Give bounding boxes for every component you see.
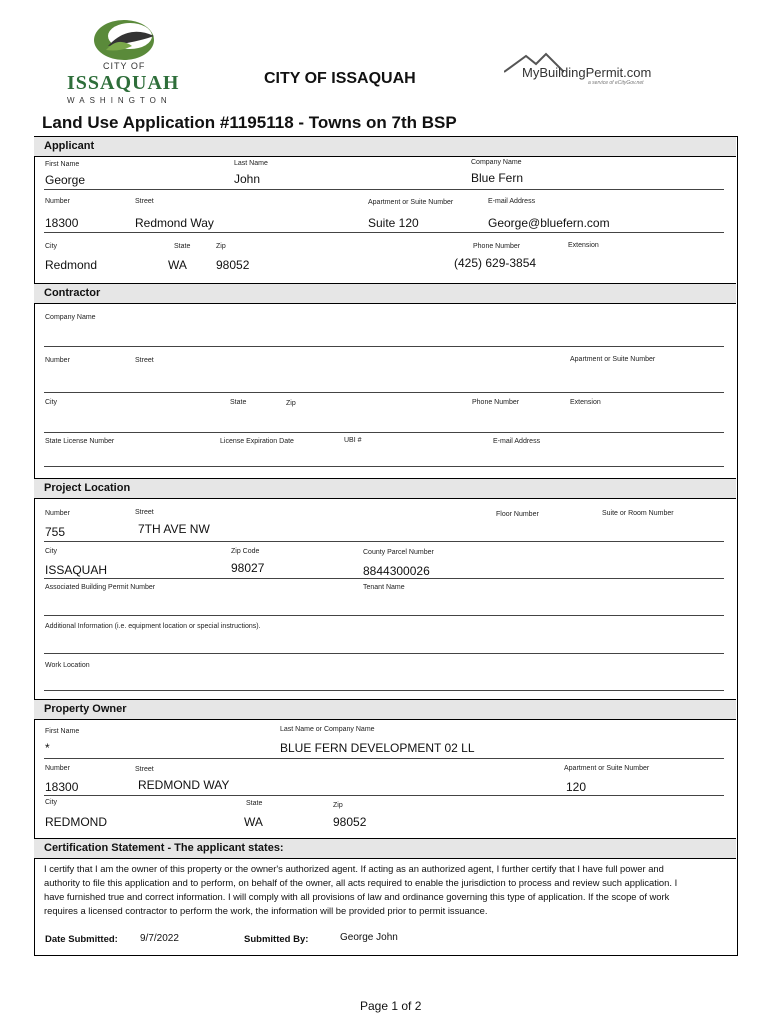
project-street[interactable]: 7TH AVE NW (138, 522, 210, 536)
label: E-mail Address (493, 438, 541, 445)
page-header-title: CITY OF ISSAQUAH (264, 70, 416, 87)
label: Zip (216, 243, 226, 250)
label: Extension (568, 242, 599, 249)
label: Street (135, 198, 154, 205)
owner-street[interactable]: REDMOND WAY (138, 778, 230, 792)
label: City (45, 399, 58, 406)
label: Phone Number (473, 243, 521, 250)
project-permit-input[interactable] (44, 615, 724, 616)
applicant-city[interactable]: Redmond (45, 258, 98, 272)
certification-line: I certify that I am the owner of this property or the owner's authorized agent. If acting as an authorized agent, I further certify that I have full power and (44, 863, 664, 874)
label: First Name (45, 161, 80, 168)
label: State (174, 243, 191, 250)
section-certification (34, 838, 736, 859)
field-line (44, 758, 724, 759)
label: Company Name (471, 159, 522, 166)
label: Suite or Room Number (602, 510, 674, 517)
date-submitted-label: Date Submitted: (45, 934, 118, 945)
label: State (246, 800, 263, 807)
date-submitted-value[interactable]: 9/7/2022 (140, 933, 179, 944)
label: Phone Number (472, 399, 520, 406)
project-additional-input[interactable] (44, 653, 724, 654)
applicant-street[interactable]: Redmond Way (135, 216, 214, 230)
contractor-city-input[interactable] (44, 432, 724, 433)
owner-last-name[interactable]: BLUE FERN DEVELOPMENT 02 LL (280, 741, 475, 755)
label: Zip (286, 400, 296, 407)
label: First Name (45, 728, 80, 735)
owner-city[interactable]: REDMOND (45, 815, 107, 829)
applicant-state[interactable]: WA (168, 258, 187, 272)
label: Additional Information (i.e. equipment location or special instructions). (45, 623, 261, 630)
applicant-phone[interactable]: (425) 629-3854 (454, 256, 537, 270)
label: Zip (333, 802, 343, 809)
project-city[interactable]: ISSAQUAH (45, 563, 108, 577)
certification-line: authority to file this application and to perform, on behalf of the owner, all acts required to enable the jurisdiction to process and review such application. I (44, 877, 678, 888)
section-title: Certification Statement - The applicant states: (44, 842, 284, 854)
label: Last Name or Company Name (280, 726, 375, 733)
project-zip[interactable]: 98027 (231, 561, 265, 575)
submitted-by-label: Submitted By: (244, 934, 309, 945)
applicant-first-name[interactable]: George (45, 173, 86, 187)
label: Company Name (45, 314, 96, 321)
applicant-email[interactable]: George@bluefern.com (488, 216, 610, 230)
project-number[interactable]: 755 (45, 525, 66, 539)
section-title: Contractor (44, 287, 101, 299)
label: City (45, 548, 58, 555)
page-number: Page 1 of 2 (360, 999, 422, 1013)
submitted-by-value[interactable]: George John (340, 932, 398, 943)
label: Zip Code (231, 548, 260, 555)
section-property-owner (34, 699, 736, 720)
form-box (34, 136, 738, 956)
certification-text (44, 862, 677, 918)
project-parcel[interactable]: 8844300026 (363, 564, 430, 578)
owner-state[interactable]: WA (244, 815, 263, 829)
applicant-zip[interactable]: 98052 (216, 258, 250, 272)
label: County Parcel Number (363, 549, 434, 556)
certification-line: requires a licensed contractor to perform the work, the information will be provided prior to permit issuance. (44, 905, 488, 916)
mbp-brand: MyBuildingPermit.com (522, 65, 652, 80)
form-title: Land Use Application #1195118 - Towns on 7th BSP (42, 113, 457, 132)
contractor-address-input[interactable] (44, 392, 724, 393)
section-contractor (34, 283, 736, 304)
label: License Expiration Date (220, 438, 294, 445)
label: City (45, 243, 58, 250)
mbp-logo (488, 52, 658, 88)
owner-apt[interactable]: 120 (566, 780, 587, 794)
section-title: Property Owner (44, 703, 127, 715)
label: Street (135, 357, 154, 364)
field-line (44, 541, 724, 542)
label: Last Name (234, 160, 268, 167)
label: Number (45, 357, 70, 364)
section-title: Applicant (44, 140, 95, 152)
contractor-license-input[interactable] (44, 466, 724, 467)
contractor-company-input[interactable] (44, 346, 724, 347)
label: E-mail Address (488, 198, 536, 205)
project-work-location-input[interactable] (44, 690, 724, 691)
field-line (44, 232, 724, 233)
applicant-company[interactable]: Blue Fern (471, 171, 524, 185)
label: Tenant Name (363, 584, 405, 591)
label: Apartment or Suite Number (368, 199, 454, 206)
applicant-last-name[interactable]: John (234, 172, 261, 186)
label: UBI # (344, 437, 362, 444)
label: Work Location (45, 662, 90, 669)
label: Number (45, 198, 70, 205)
label: Floor Number (496, 511, 539, 518)
field-line (44, 578, 724, 579)
fish-leaf-icon (88, 16, 168, 64)
label: Street (135, 766, 154, 773)
applicant-apt[interactable]: Suite 120 (368, 216, 419, 230)
field-line (44, 795, 724, 796)
mbp-tagline: a service of eCityGov.net (588, 80, 644, 86)
owner-number[interactable]: 18300 (45, 780, 79, 794)
section-applicant (34, 136, 736, 157)
logo-city: ISSAQUAH (67, 72, 180, 94)
applicant-number[interactable]: 18300 (45, 216, 79, 230)
label: Extension (570, 399, 601, 406)
label: Number (45, 765, 70, 772)
logo-state: WASHINGTON (67, 96, 172, 105)
certification-line: have furnished true and correct information. I will comply with all provisions of law and ordinance governing this type of application. If the scope of work (44, 891, 670, 902)
label: Apartment or Suite Number (570, 356, 656, 363)
label: Associated Building Permit Number (45, 584, 156, 591)
label: Number (45, 510, 70, 517)
label: Apartment or Suite Number (564, 765, 650, 772)
logo-city-of: CITY OF (103, 61, 146, 71)
owner-zip[interactable]: 98052 (333, 815, 367, 829)
section-project-location (34, 478, 736, 499)
field-line (44, 189, 724, 190)
owner-first-name[interactable]: * (45, 741, 50, 755)
label: City (45, 799, 58, 806)
label: Street (135, 509, 154, 516)
label: State License Number (45, 438, 115, 445)
city-logo (62, 16, 180, 105)
label: State (230, 399, 247, 406)
section-title: Project Location (44, 482, 131, 494)
